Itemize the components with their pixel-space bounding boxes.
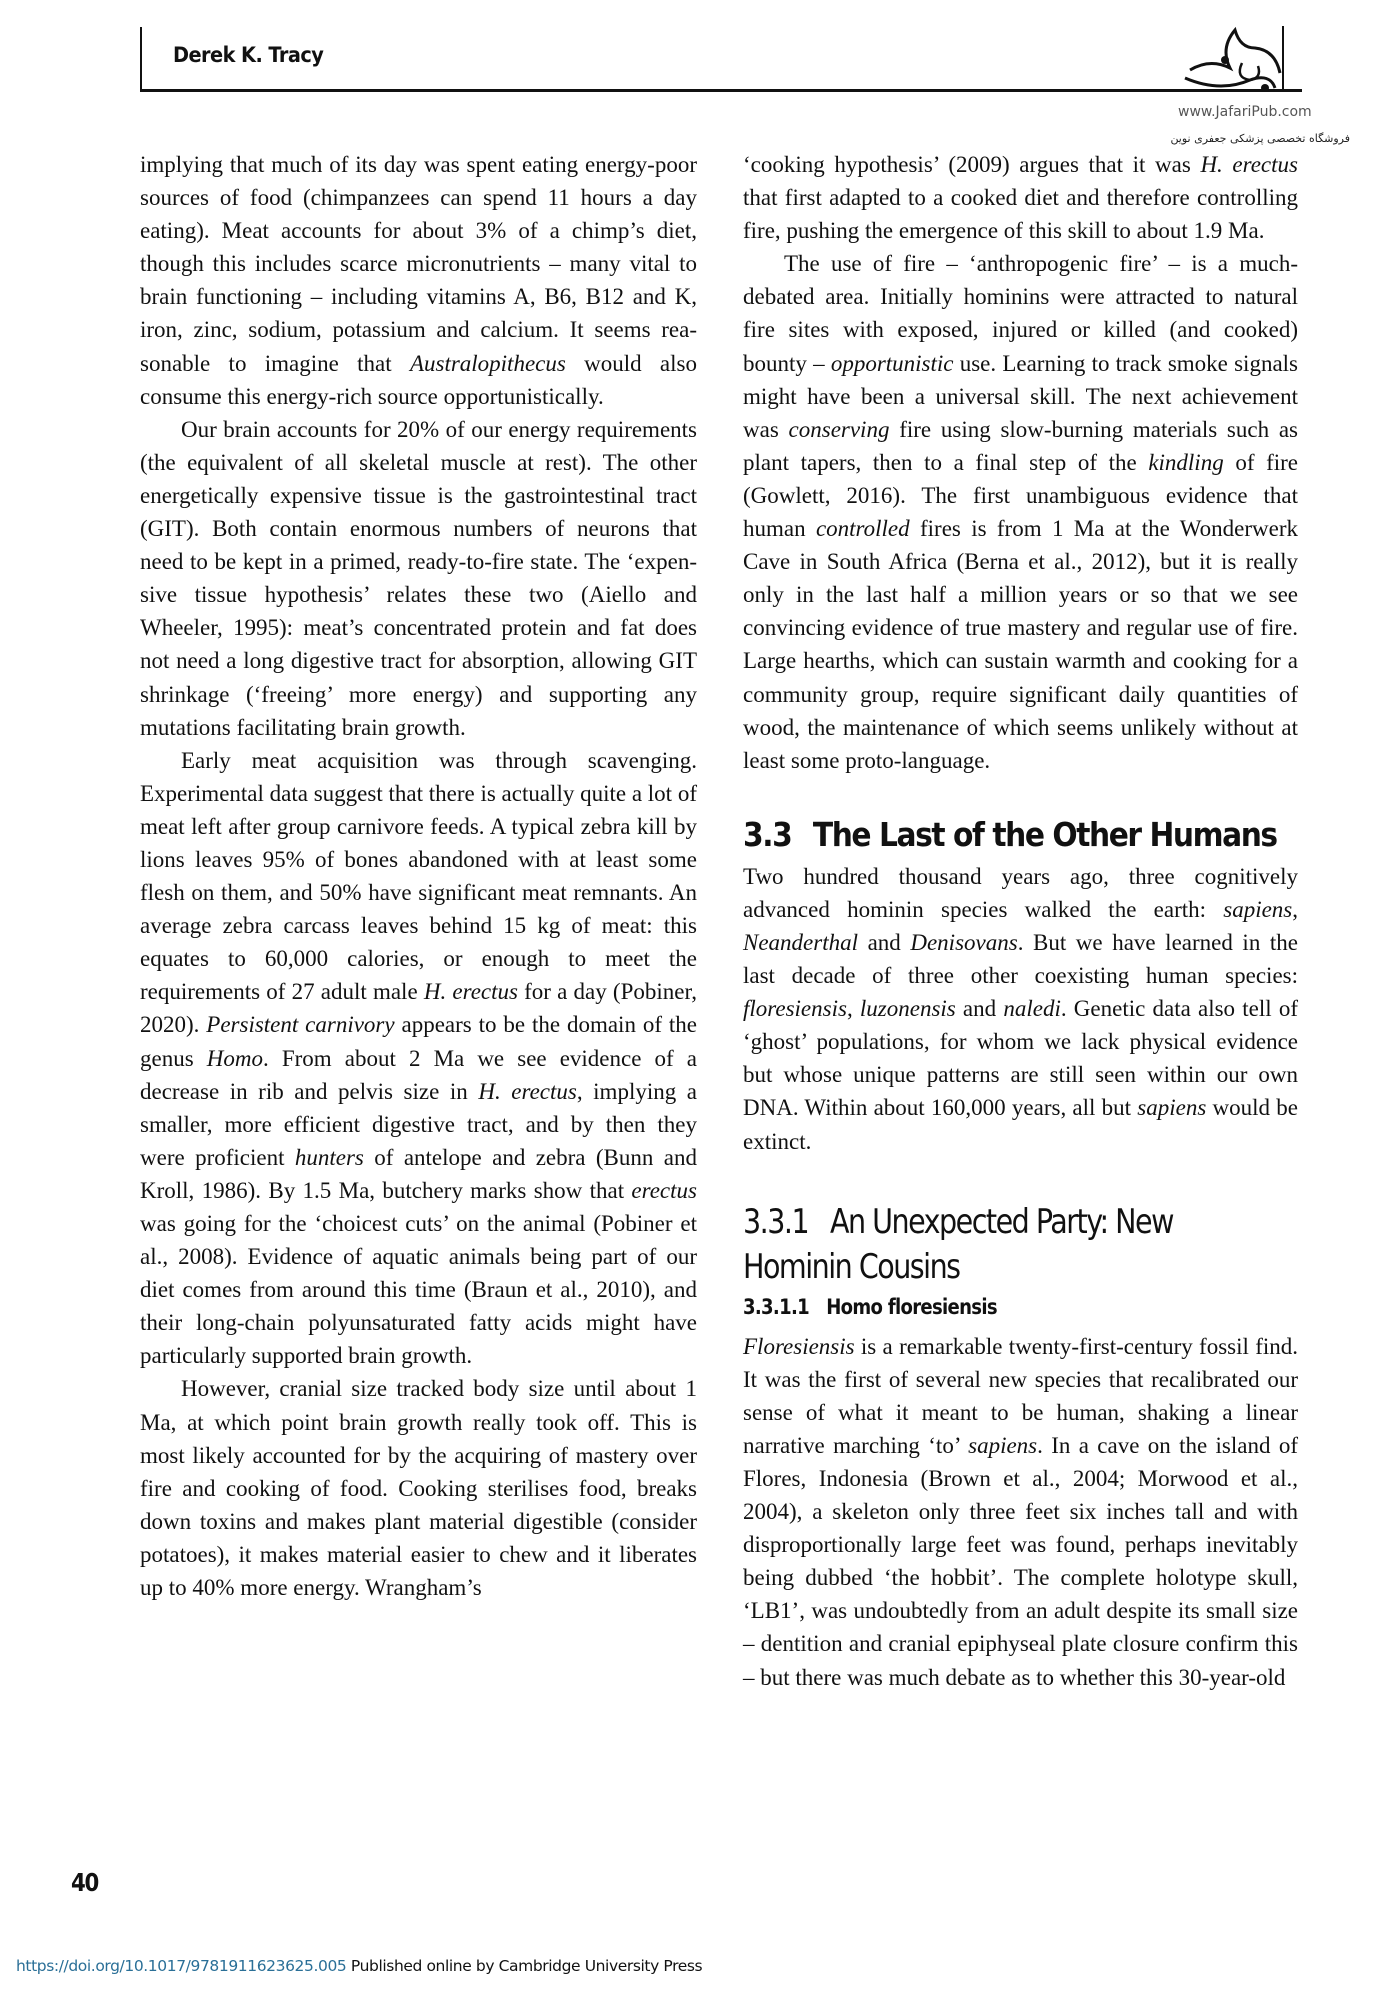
body-paragraph bbox=[743, 148, 1298, 247]
publisher-watermark bbox=[1160, 18, 1350, 145]
italic-term: conserving bbox=[788, 416, 890, 442]
watermark-url: www.JafariPub.com bbox=[1178, 104, 1312, 120]
subsubsection-number: 3.3.1.1 bbox=[743, 1294, 810, 1319]
italic-term: floresiensis bbox=[743, 996, 847, 1022]
text-run: , bbox=[846, 996, 860, 1022]
text-run: . In a cave on the island of Flores, Indonesia (Brown et al., 2004; Morwood et al., 2004), a skeleton only three feet six inches tall and with disproportionally large feet was found, perhaps inevitably being dubbed ‘the hobbit’. The complete holotype skull, ‘LB1’, was undoubtedly from an adult despite its small size – dentition and cranial epiphyseal plate closure confirm this – but there was much debate as to whether this 30-year-old bbox=[743, 1432, 1298, 1690]
italic-term: luzonensis bbox=[859, 996, 956, 1022]
text-run: was going for the ‘choicest cuts’ on the animal (Pobiner et al., 2008). Evidence of aquatic animals being part of our diet comes from around this time (Braun et al., 2010), and their long-chain polyunsaturated fatty acids might have particularly supported brain growth. bbox=[140, 1211, 697, 1369]
italic-term: controlled bbox=[815, 516, 910, 542]
text-run: of fire (Gowlett, 2016). The first unambiguous evidence that human bbox=[743, 449, 1299, 542]
italic-term: sapiens bbox=[1223, 896, 1293, 922]
italic-term: hunters bbox=[294, 1144, 364, 1170]
text-run: Two hundred thousand years ago, three cognitively advanced hominin species walked the earth: bbox=[743, 863, 1298, 922]
italic-term: kindling bbox=[1148, 449, 1224, 475]
text-run: fire using slow-burning materials such as plant tapers, then to a final step of the bbox=[743, 416, 1298, 475]
section-number: 3.3 bbox=[743, 814, 792, 854]
text-run: for a day (Pobiner, 2020). bbox=[140, 979, 697, 1038]
text-run: that first adapted to a cooked diet and therefore controlling fire, pushing the emergence of this skill to about 1.9 Ma. bbox=[743, 185, 1298, 244]
text-run: implying that much of its day was spent eating energy-poor sources of food (chimpanzees can spend 11 hours a day eating). Meat accounts for about 3% of a chimp’s diet, though this includes scarce micronutrients – many vital to brain functioning – including vitamins A, B6, B12 and K, iron, zinc, sodium, potassium and calcium. It seems reasonable to imagine that bbox=[140, 152, 697, 376]
section-title: The Last of the Other Humans bbox=[812, 814, 1277, 854]
footer bbox=[16, 1957, 702, 1975]
watermark-persian-text: فروشگاه تخصصی پزشکی جعفری نوین bbox=[1170, 132, 1350, 145]
italic-term: H. erectus bbox=[423, 979, 518, 1005]
text-run: of antelope and zebra (Bunn and Kroll, 1986). By 1.5 Ma, butchery marks show that bbox=[140, 1144, 697, 1203]
right-column bbox=[743, 148, 1298, 1694]
italic-term: Persistent carnivory bbox=[206, 1012, 395, 1038]
text-run: . From about 2 Ma we see evidence of a decrease in rib and pelvis size in bbox=[140, 1045, 697, 1104]
section-paragraph bbox=[743, 860, 1298, 1158]
italic-term: sapiens bbox=[968, 1432, 1038, 1458]
italic-term: H. erectus bbox=[1200, 152, 1298, 177]
page-number: 40 bbox=[71, 1868, 99, 1897]
text-run: ‘cooking hypothesis’ (2009) argues that it was bbox=[743, 152, 1201, 177]
italic-term: opportunistic bbox=[830, 350, 954, 376]
doi-link[interactable]: https://doi.org/10.1017/9781911623625.005 bbox=[16, 1957, 347, 1975]
italic-term: sapiens bbox=[1137, 1095, 1207, 1121]
calligraphy-logo-icon bbox=[1180, 18, 1290, 100]
body-paragraph bbox=[140, 744, 697, 1373]
text-run: , bbox=[1292, 896, 1298, 922]
text-run: , implying a smaller, more efficient digestive tract, and by then they were proficient bbox=[140, 1078, 697, 1170]
italic-term: Floresiensis bbox=[743, 1333, 855, 1359]
text-run: . But we have learned in the last decade of three other coexisting human species: bbox=[743, 929, 1298, 989]
body-paragraph bbox=[140, 148, 697, 413]
body-paragraph bbox=[743, 247, 1298, 777]
left-column bbox=[140, 148, 697, 1604]
text-run: . Genetic data also tell of ‘ghost’ populations, for whom we lack physical evidence but whose unique patterns are still seen within our own DNA. Within about 160,000 years, all but bbox=[743, 996, 1298, 1121]
text-run: Our brain accounts for 20% of our energy requirements (the equivalent of all skeletal muscle at rest). The other energetically expensive tissue is the gastrointestinal tract (GIT). Both contain enormous numbers of neurons that need to be kept in a primed, ready-to-fire state. The ‘expensive tissue hypothesis’ relates these two (Aiello and Wheeler, 1995): meat’s concentrated protein and fat does not need a long digestive tract for absorption, allowing GIT shrinkage (‘freeing’ more energy) and supporting any mutations facilitating brain growth. bbox=[140, 416, 697, 740]
subsection-title-line2: Hominin Cousins bbox=[743, 1246, 960, 1287]
body-paragraph bbox=[140, 1372, 697, 1604]
italic-term: H. erectus bbox=[478, 1078, 577, 1104]
italic-term: naledi bbox=[1003, 996, 1061, 1022]
text-run: use. Learning to track smoke signals might have been a universal skill. The next achievement was bbox=[743, 350, 1298, 442]
subsection-title-line1: An Unexpected Party: New bbox=[829, 1201, 1173, 1242]
text-run: and bbox=[955, 996, 1004, 1022]
subsubsection-paragraph bbox=[743, 1330, 1298, 1694]
text-run: and bbox=[858, 929, 911, 955]
italic-term: Neanderthal bbox=[743, 929, 858, 955]
right-intro-text bbox=[743, 148, 1298, 777]
text-run: The use of fire – ‘anthropogenic fire’ – is a much-debated area. Initially hominins were attracted to natural fire sites with exposed, injured or killed (and cooked) bounty – bbox=[743, 251, 1298, 376]
text-run: is a remarkable twenty-first-century fossil find. It was the first of several new species that recalibrated our sense of what it meant to be human, shaking a linear narrative marching ‘to’ bbox=[743, 1333, 1298, 1458]
text-run: would be extinct. bbox=[743, 1095, 1298, 1154]
running-head-author: Derek K. Tracy bbox=[173, 43, 324, 67]
publisher-note: Published online by Cambridge University Press bbox=[346, 1957, 703, 1975]
subsubsection-heading-3-3-1-1 bbox=[743, 1292, 1220, 1322]
italic-term: Australopithecus bbox=[409, 350, 566, 376]
italic-term: Denisovans bbox=[910, 929, 1018, 955]
section-heading-3-3 bbox=[743, 814, 1277, 855]
italic-term: Homo bbox=[206, 1045, 263, 1071]
italic-term: erectus bbox=[631, 1177, 697, 1203]
subsection-number: 3.3.1 bbox=[743, 1201, 809, 1242]
text-run: However, cranial size tracked body size until about 1 Ma, at which point brain growth really took off. This is most likely accounted for by the acquiring of mastery over fire and cooking of food. Cooking sterilises food, breaks down toxins and makes plant material digestible (consider potatoes), it makes material easier to chew and it liberates up to 40% more energy. Wrangham’s bbox=[140, 1376, 697, 1601]
text-run: appears to be the domain of the genus bbox=[140, 1012, 697, 1071]
body-paragraph bbox=[140, 413, 697, 744]
text-run: would also consume this energy-rich source opportunistically. bbox=[140, 350, 697, 409]
text-run: Early meat acquisition was through scavenging. Experimental data suggest that there is actually quite a lot of meat left after group carnivore feeds. A typical zebra kill by lions leaves 95% of bones abandoned with at least some flesh on them, and 50% have significant meat remnants. An average zebra carcass leaves behind 15 kg of meat: this equates to 60,000 calories, or enough to meet the requirements of 27 adult male bbox=[140, 747, 697, 1005]
subsubsection-title: Homo floresiensis bbox=[826, 1294, 997, 1319]
running-head bbox=[140, 27, 1302, 92]
subsection-heading-3-3-1 bbox=[743, 1200, 1209, 1290]
text-run: fires is from 1 Ma at the Wonderwerk Cave in South Africa (Berna et al., 2012), but it is really only in the last half a million years or so that we see convincing evidence of true mastery and regular use of fire. Large hearths, which can sustain warmth and cooking for a community group, require significant daily quantities of wood, the maintenance of which seems unlikely without at least some proto-language. bbox=[743, 516, 1298, 773]
